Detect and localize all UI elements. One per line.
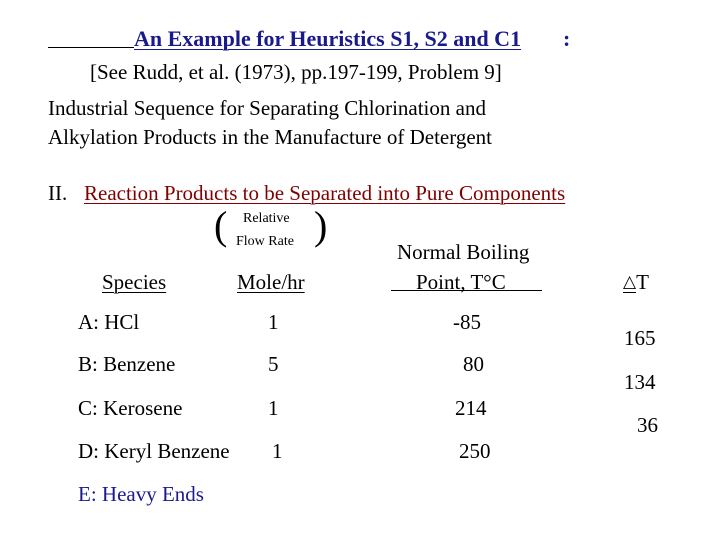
section-number: II. [48, 181, 68, 205]
row-a-boiling-point: -85 [453, 310, 481, 334]
boiling-point-leading-rule [391, 290, 416, 291]
row-c-flow: 1 [268, 396, 279, 420]
heading-title: An Example for Heuristics S1, S2 and C1 [134, 26, 522, 51]
relative-label: Relative [243, 211, 290, 226]
relative-flow-open-paren: ( [214, 203, 228, 248]
row-a-flow: 1 [268, 310, 279, 334]
delta-t-label: T [636, 270, 649, 294]
boiling-point-header-line-2: Point, T°C [416, 270, 506, 294]
row-d-boiling-point: 250 [459, 439, 491, 463]
row-d-flow: 1 [272, 439, 283, 463]
delta-icon: △ [623, 272, 637, 291]
row-b-flow: 5 [268, 352, 279, 376]
delta-t-header [623, 270, 649, 294]
description-line-2: Alkylation Products in the Manufacture of Detergent [48, 125, 492, 149]
description-line-1: Industrial Sequence for Separating Chlorination and [48, 96, 486, 120]
boiling-point-header-line-1: Normal Boiling [397, 240, 530, 264]
row-b-boiling-point: 80 [463, 352, 484, 376]
relative-flow-close-paren: ) [314, 203, 328, 248]
flow-header: Mole/hr [237, 270, 305, 294]
boiling-point-underline [416, 290, 542, 291]
row-b-species: B: Benzene [78, 352, 176, 376]
section-title: Reaction Products to be Separated into Pure Components [84, 181, 566, 205]
delta-t-b-c: 134 [624, 370, 656, 394]
flow-rate-label: Flow Rate [236, 234, 294, 249]
species-header: Species [102, 270, 167, 294]
title-leading-rule [48, 47, 134, 48]
row-e-species: E: Heavy Ends [78, 482, 204, 506]
heading-reference: [See Rudd, et al. (1973), pp.197-199, Problem 9] [90, 60, 502, 84]
row-c-boiling-point: 214 [455, 396, 487, 420]
delta-t-a-b: 165 [624, 326, 656, 350]
row-d-species: D: Keryl Benzene [78, 439, 230, 463]
row-a-species: A: HCl [78, 310, 140, 334]
row-c-species: C: Kerosene [78, 396, 183, 420]
delta-t-c-d: 36 [637, 413, 658, 437]
heading-title-suffix: : [563, 26, 571, 51]
